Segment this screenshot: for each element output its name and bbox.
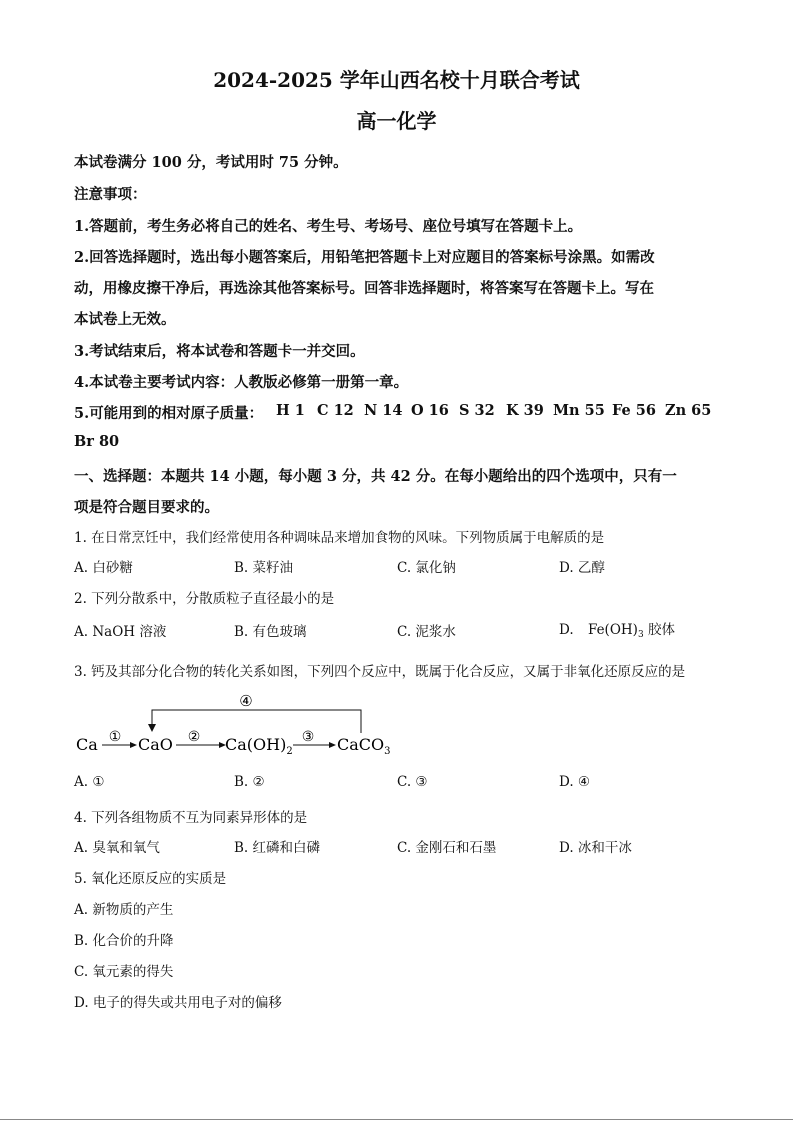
atomic-mass-h: H 1 [276,402,305,419]
reaction-1-label: ① [108,729,122,745]
instruction-item-2-line-1: 2.回答选择题时，选出每小题答案后，用铅笔把答题卡上对应题目的答案标号涂黑。如需改 [74,249,655,266]
question-2-option-d[interactable] [559,618,675,640]
instruction-item-2-line-3: 本试卷上无效。 [74,311,176,328]
question-5-stem: 5. 氧化还原反应的实质是 [74,871,227,887]
question-4-stem: 4. 下列各组物质不互为同素异形体的是 [74,810,308,826]
question-5-option-b[interactable]: B. 化合价的升降 [74,933,174,949]
reaction-4-label: ④ [239,692,253,710]
reaction-4-arrowhead [148,724,156,732]
question-4-option-d[interactable]: D. 冰和干冰 [559,840,632,856]
atomic-mass-zn: Zn 65 [665,402,712,419]
ferric-hydroxide-formula: $Fe(OH)_3$ [587,622,644,640]
reaction-4-loop-line [152,710,361,733]
intro-line: 本试卷满分 100 分，考试用时 75 分钟。 [74,154,348,171]
atomic-mass-fe: Fe 56 [612,402,656,419]
atomic-mass-s: S 32 [459,402,495,419]
question-1-option-c[interactable]: C. 氯化钠 [397,560,456,576]
question-3-option-b[interactable]: B. ② [234,774,265,790]
instruction-item-5-prefix: 5.可能用到的相对原子质量： [74,405,264,422]
question-5-option-d[interactable]: D. 电子的得失或共用电子对的偏移 [74,995,282,1011]
page-bottom-divider [0,1119,793,1120]
calcium-carbonate-label: CaCO$_3$ [337,735,391,757]
question-2-stem: 2. 下列分散系中，分散质粒子直径最小的是 [74,591,335,607]
atomic-mass-mn: Mn 55 [553,402,605,419]
instruction-item-5-line-2: Br 80 [74,433,120,450]
question-2-option-a[interactable]: A. NaOH 溶液 [74,624,167,640]
exam-title: 2024-2025 学年山西名校十月联合考试 [213,68,580,92]
reaction-1-arrowhead [130,742,137,748]
colloid-label: 胶体 [647,622,675,638]
instruction-item-1: 1.答题前，考生务必将自己的姓名、考生号、考场号、座位号填写在答题卡上。 [74,218,583,235]
question-3-option-c[interactable]: C. ③ [397,774,428,790]
section-1-heading-line-1: 一、选择题：本题共 14 小题，每小题 3 分，共 42 分。在每小题给出的四个选项中，只有一 [74,468,677,485]
question-1-option-a[interactable]: A. 白砂糖 [74,560,133,576]
reaction-2-label: ② [187,729,201,745]
question-4-option-c[interactable]: C. 金刚石和石墨 [397,840,497,856]
question-1-option-d[interactable]: D. 乙醇 [559,560,605,576]
question-2-option-b[interactable]: B. 有色玻璃 [234,624,307,640]
atomic-mass-c: C 12 [317,402,354,419]
question-5-option-c[interactable]: C. 氧元素的得失 [74,964,174,980]
question-3-option-d[interactable]: D. ④ [559,774,591,790]
instruction-item-2-line-2: 动，用橡皮擦干净后，再选涂其他答案标号。回答非选择题时，将答案写在答题卡上。写在 [74,280,654,297]
question-2-option-c[interactable]: C. 泥浆水 [397,624,456,640]
question-4-option-b[interactable]: B. 红磷和白磷 [234,840,321,856]
calcium-conversion-diagram [70,688,400,760]
question-1-option-b[interactable]: B. 菜籽油 [234,560,294,576]
atomic-mass-n: N 14 [364,402,403,419]
notice-heading: 注意事项： [74,186,147,203]
question-4-option-a[interactable]: A. 臭氧和氧气 [74,840,160,856]
instruction-item-3: 3.考试结束后，将本试卷和答题卡一并交回。 [74,343,365,360]
section-1-heading-line-2: 项是符合题目要求的。 [74,499,219,516]
instruction-item-4: 4.本试卷主要考试内容：人教版必修第一册第一章。 [74,374,409,391]
option-d-label: D. [559,622,574,638]
atomic-mass-o: O 16 [411,402,449,419]
question-5-option-a[interactable]: A. 新物质的产生 [74,902,174,918]
subject-title: 高一化学 [356,109,437,133]
calcium-hydroxide-label: $Ca(OH)_2$ [225,735,293,757]
reaction-3-arrowhead [329,742,336,748]
question-3-option-a[interactable]: A. ① [74,774,105,790]
question-3-stem: 3. 钙及其部分化合物的转化关系如图，下列四个反应中，既属于化合反应，又属于非氧化还原反应的是 [74,664,686,680]
calcium-label: Ca [76,735,98,754]
reaction-3-label: ③ [301,729,315,745]
calcium-oxide-label: CaO [138,735,173,754]
atomic-mass-k: K 39 [506,402,544,419]
question-1-stem: 1. 在日常烹饪中，我们经常使用各种调味品来增加食物的风味。下列物质属于电解质的是 [74,530,605,546]
